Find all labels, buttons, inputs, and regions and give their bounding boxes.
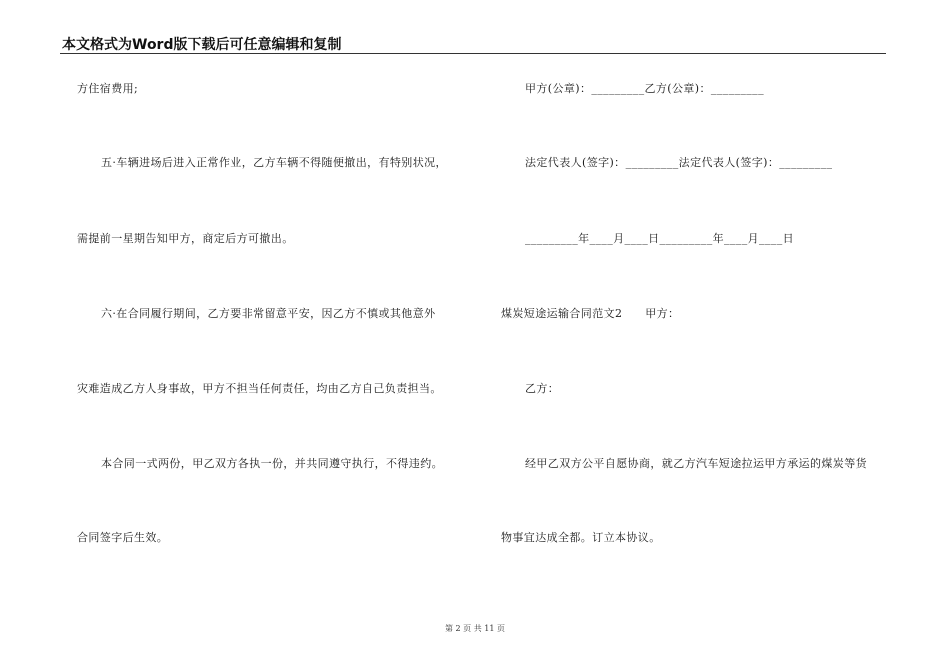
- right-line-agreement-close: 物事宜达成全都。订立本协议。: [501, 531, 661, 544]
- page-number-footer: 第 2 页 共 11 页: [445, 624, 505, 633]
- right-line-legal-representatives: 法定代表人(签字)：_________法定代表人(签字)：_________: [525, 156, 833, 169]
- left-line-3: 需提前一星期告知甲方，商定后方可撤出。: [77, 232, 294, 245]
- left-line-6: 本合同一式两份，甲乙双方各执一份，并共同遵守执行，不得违约。: [101, 457, 443, 470]
- right-line-agreement-intro: 经甲乙双方公平自愿协商，就乙方汽车短途拉运甲方承运的煤炭等货: [525, 457, 867, 470]
- right-line-seal-signatures: 甲方(公章)：_________乙方(公章)：_________: [525, 82, 764, 95]
- left-line-5: 灾难造成乙方人身事故，甲方不担当任何责任，均由乙方自己负责担当。: [77, 382, 442, 395]
- document-header-title: 本文格式为Word版下载后可任意编辑和复制: [62, 37, 342, 53]
- left-line-7: 合同签字后生效。: [77, 531, 169, 544]
- right-line-contract-title: 煤炭短途运输合同范文2 甲方：: [501, 307, 680, 320]
- right-line-dates: _________年____月____日_________年____月____日: [525, 232, 794, 245]
- left-line-1: 方住宿费用;: [77, 82, 139, 95]
- header-divider: [60, 53, 886, 54]
- right-line-party-b: 乙方：: [525, 382, 560, 395]
- left-line-4: 六·在合同履行期间，乙方要非常留意平安，因乙方不慎或其他意外: [101, 307, 436, 320]
- left-line-2: 五·车辆进场后进入正常作业，乙方车辆不得随便撤出，有特别状况，: [101, 156, 447, 169]
